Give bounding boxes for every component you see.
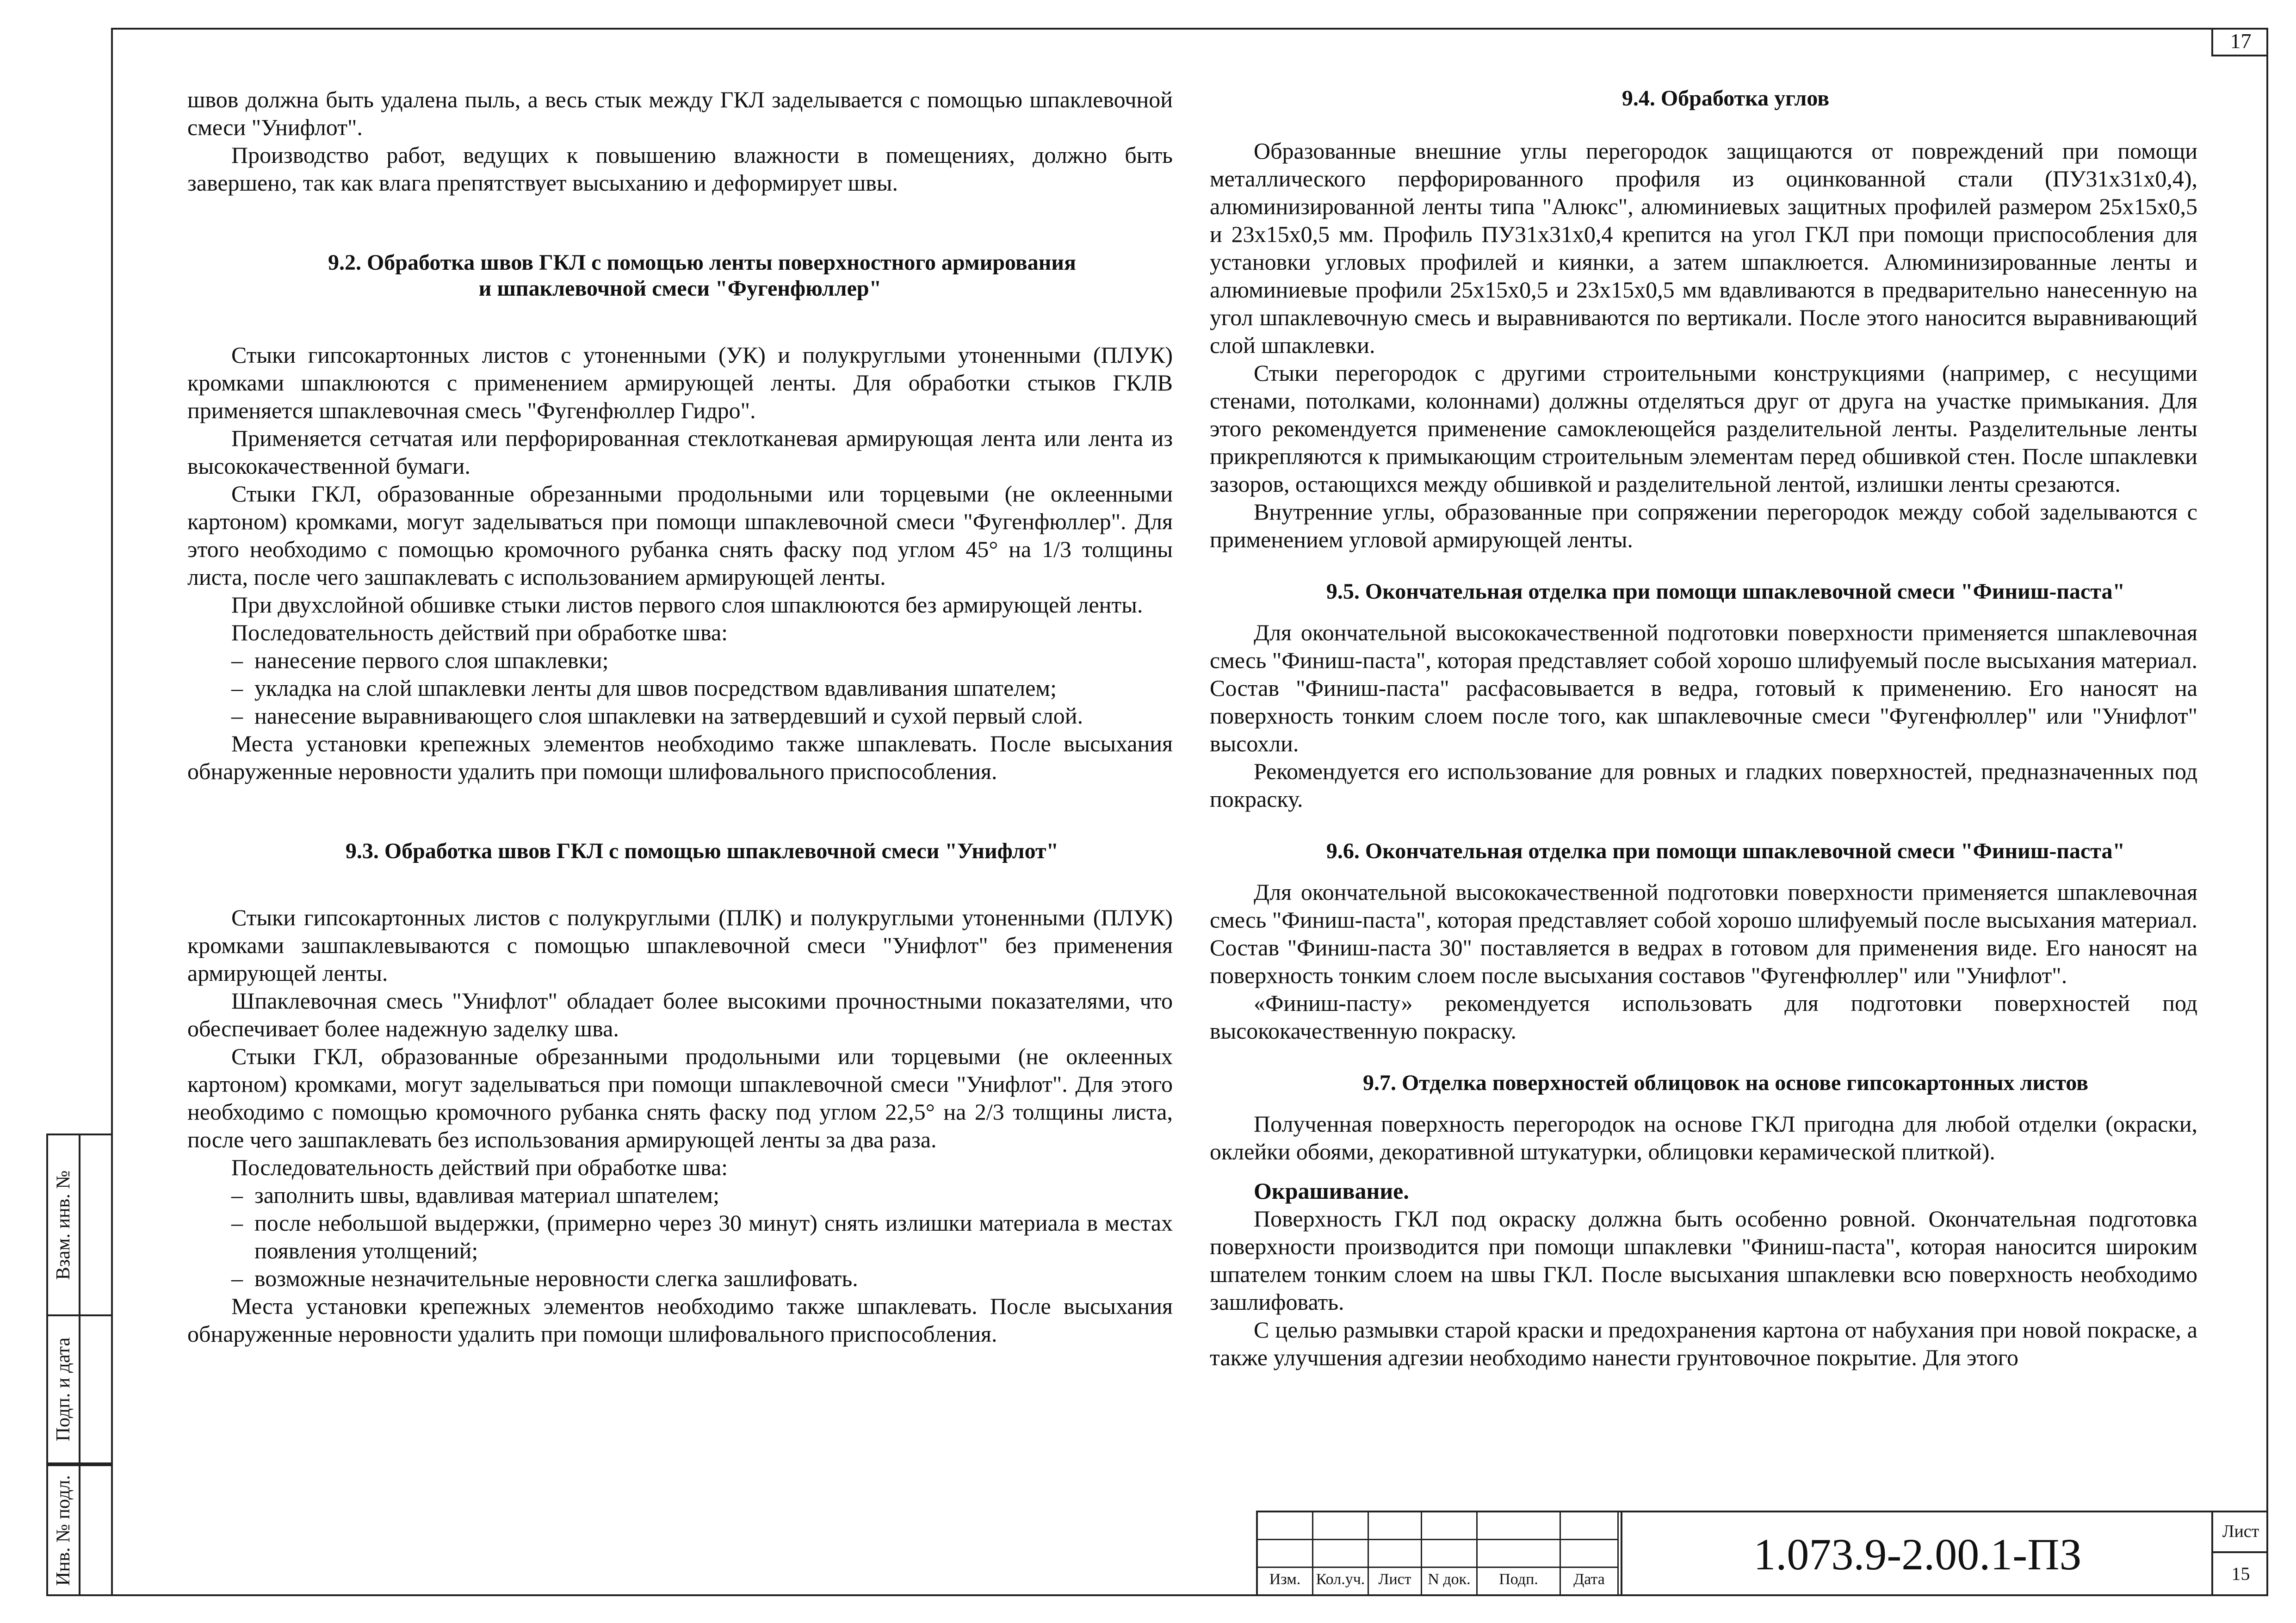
side-label-podp: Подп. и дата bbox=[53, 1337, 74, 1442]
paragraph: Последовательность действий при обработке шва: bbox=[231, 1154, 728, 1180]
paragraph: Стыки гипсокартонных листов с утоненными (УК) и полукруглыми утоненными (ПЛУК) кромками шпаклюются с применением армирующей ленты. Для обработки стыков ГКЛВ применяется шпаклевочная смесь "Фугенфюллер Гидро". bbox=[187, 342, 1173, 423]
side-label-vzam: Взам. инв. № bbox=[53, 1170, 74, 1280]
paragraph: Для окончательной высококачественной подготовки поверхности применяется шпаклевочная смесь "Финиш-паста", которая представляет собой хорошо шлифуемый после высыхания материал. Состав "Финиш-паста 30" поставляется в ведрах в готовом для применения виде. Его наносят на поверхность тонким слоем после высыхания составов "Фугенфюллер" или "Унифлот". bbox=[1210, 879, 2197, 988]
paragraph: швов должна быть удалена пыль, а весь стык между ГКЛ заделывается с помощью шпаклевочной смеси "Унифлот". bbox=[187, 87, 1173, 140]
section-heading-9-2: 9.2. Обработка швов ГКЛ с помощью ленты поверхностного армирования и шпаклевочной смеси "Фугенфюллер" bbox=[328, 250, 1077, 301]
side-field-podp bbox=[46, 1316, 111, 1464]
col-list: Лист bbox=[1369, 1568, 1422, 1596]
paragraph: Применяется сетчатая или перфорированная стеклотканевая армирующая лента или лента из высококачественной бумаги. bbox=[187, 425, 1173, 479]
revision-grid bbox=[1258, 1512, 1619, 1596]
list-item: – нанесение первого слоя шпаклевки; bbox=[231, 647, 609, 673]
col-n-dok: N док. bbox=[1422, 1568, 1478, 1596]
paragraph: С целью размывки старой краски и предохранения картона от набухания при новой покраске, а также улучшения адгезии необходимо нанести грунтовочное покрытие. Для этого bbox=[1210, 1317, 2197, 1370]
paragraph: При двухслойной обшивке стыки листов первого слоя шпаклюются без армирующей ленты. bbox=[231, 592, 1143, 618]
paragraph: Образованные внешние углы перегородок защищаются от повреждений при помощи металлического перфорированного профиля из оцинкованной стали (ПУ31х31х0,4), алюминизированной ленты типа "Алюкс", алюминиевых защитных профилей размером 25х15х0,5 и 23х15х0,5 мм. Профиль ПУ31х31х0,4 крепится на угол ГКЛ при помощи приспособления для установки угловых профилей и киянки, а затем шпаклюется. Алюминизированные ленты и алюминиевые профили 25х15х0,5 и 23х15х0,5 мм вдавливаются в предварительно нанесенную на угол шпаклевочную смесь и выравниваются по вертикали. После этого наносится выравнивающий слой шпаклевки. bbox=[1210, 138, 2197, 358]
list-item: – нанесение выравнивающего слоя шпаклевки на затвердевший и сухой первый слой. bbox=[231, 703, 1083, 729]
section-heading-9-4: 9.4. Обработка углов bbox=[1621, 86, 1830, 111]
paragraph: Стыки гипсокартонных листов с полукруглыми (ПЛК) и полукруглыми утоненными (ПЛУК) кромками зашпаклевываются с помощью шпаклевочной смеси "Унифлот" без применения армирующей ленты. bbox=[187, 904, 1173, 986]
paragraph: Места установки крепежных элементов необходимо также шпаклевать. После высыхания обнаруженные неровности удалить при помощи шлифовального приспособления. bbox=[187, 731, 1173, 784]
list-item: – заполнить швы, вдавливая материал шпателем; bbox=[231, 1182, 719, 1208]
col-kol-uch: Кол.уч. bbox=[1313, 1568, 1369, 1596]
document-code: 1.073.9-2.00.1-ПЗ bbox=[1621, 1512, 2213, 1596]
section-heading-9-6: 9.6. Окончательная отделка при помощи шпаклевочной смеси "Финиш-паста" bbox=[1326, 839, 2125, 863]
col-data: Дата bbox=[1561, 1568, 1619, 1596]
paragraph: Места установки крепежных элементов необходимо также шпаклевать. После высыхания обнаруженные неровности удалить при помощи шлифовального приспособления. bbox=[187, 1293, 1173, 1347]
list-item: – укладка на слой шпаклевки ленты для швов посредством вдавливания шпателем; bbox=[231, 675, 1057, 701]
list-item: – после небольшой выдержки, (примерно через 30 минут) снять излишки материала в местах появления утолщений; bbox=[231, 1210, 1173, 1264]
paragraph: Стыки перегородок с другими строительными конструкциями (например, с несущими стенами, потолками, колоннами) должны отделяться друг от друга на участке примыкания. Для этого рекомендуется применение самоклеющейся разделительной ленты. Разделительные ленты прикрепляются к примыкающим строительным элементам перед обшивкой стен. После шпаклевки зазоров, остающихся между обшивкой и разделительной лентой, излишки ленты срезаются. bbox=[1210, 360, 2197, 497]
paragraph: Стыки ГКЛ, образованные обрезанными продольными или торцевыми (не оклеенными картоном) кромками, могут заделываться при помощи шпаклевочной смеси "Фугенфюллер". Для этого необходимо с помощью кромочного рубанка снять фаску под углом 45° на 1/3 толщины листа, после чего зашпаклевать с использованием армирующей ленты. bbox=[187, 481, 1173, 590]
title-block bbox=[1256, 1511, 2268, 1596]
sheet-label: Лист bbox=[2211, 1511, 2268, 1553]
section-heading-9-3: 9.3. Обработка швов ГКЛ с помощью шпаклевочной смеси "Унифлот" bbox=[345, 839, 1059, 863]
section-heading-9-7: 9.7. Отделка поверхностей облицовок на основе гипсокартонных листов bbox=[1362, 1071, 2089, 1095]
paragraph: Производство работ, ведущих к повышению влажности в помещениях, должно быть завершено, так как влага препятствует высыханию и деформирует швы. bbox=[187, 142, 1173, 196]
side-label-inv: Инв. № подл. bbox=[53, 1474, 74, 1586]
paragraph: Рекомендуется его использование для ровных и гладких поверхностей, предназначенных под покраску. bbox=[1210, 758, 2197, 812]
paragraph: Поверхность ГКЛ под окраску должна быть особенно ровной. Окончательная подготовка поверхности производится при помощи шпаклевки "Финиш-паста", которая наносится широким шпателем тонким слоем на швы ГКЛ. После высыхания шпаклевки всю поверхность необходимо зашлифовать. bbox=[1210, 1206, 2197, 1315]
side-field-inv bbox=[46, 1464, 111, 1596]
paragraph: Для окончательной высококачественной подготовки поверхности применяется шпаклевочная смесь "Финиш-паста", которая представляет собой хорошо шлифуемый после высыхания материал. Состав "Финиш-паста" расфасовывается в ведра, готовый к применению. Его наносят на поверхность тонким слоем после того, как шпаклевочные смеси "Фугенфюллер" или "Унифлот" высохли. bbox=[1210, 619, 2197, 756]
sheet-number: 15 bbox=[2211, 1553, 2268, 1596]
paragraph: «Финиш-пасту» рекомендуется использовать для подготовки поверхностей под высококачественную покраску. bbox=[1210, 990, 2197, 1044]
paragraph: Стыки ГКЛ, образованные обрезанными продольными или торцевыми (не оклеенных картоном) кромками, могут заделываться при помощи шпаклевочной смеси "Унифлот". Для этого необходимо с помощью кромочного рубанка снять фаску под углом 22,5° на 2/3 толщины листа, после чего зашпаклевать без использования армирующей ленты за два раза. bbox=[187, 1043, 1173, 1152]
subheading-painting: Окрашивание. bbox=[1254, 1178, 1409, 1204]
col-podp: Подп. bbox=[1478, 1568, 1561, 1596]
section-heading-9-5: 9.5. Окончательная отделка при помощи шпаклевочной смеси "Финиш-паста" bbox=[1326, 579, 2125, 604]
paragraph: Внутренние углы, образованные при сопряжении перегородок между собой заделываются с применением угловой армирующей ленты. bbox=[1210, 499, 2197, 552]
right-column bbox=[1210, 86, 2197, 1371]
list-item: – возможные незначительные неровности слегка зашлифовать. bbox=[231, 1265, 858, 1291]
left-column bbox=[187, 86, 1173, 1348]
page-number: 17 bbox=[2211, 28, 2268, 56]
paragraph: Последовательность действий при обработке шва: bbox=[231, 619, 728, 645]
paragraph: Шпаклевочная смесь "Унифлот" обладает более высокими прочностными показателями, что обеспечивает более надежную заделку шва. bbox=[187, 988, 1173, 1041]
col-izm: Изм. bbox=[1258, 1568, 1313, 1596]
paragraph: Полученная поверхность перегородок на основе ГКЛ пригодна для любой отделки (окраски, оклейки обоями, декоративной штукатурки, облицовки керамической плиткой). bbox=[1210, 1111, 2197, 1165]
side-field-vzam bbox=[46, 1134, 111, 1316]
